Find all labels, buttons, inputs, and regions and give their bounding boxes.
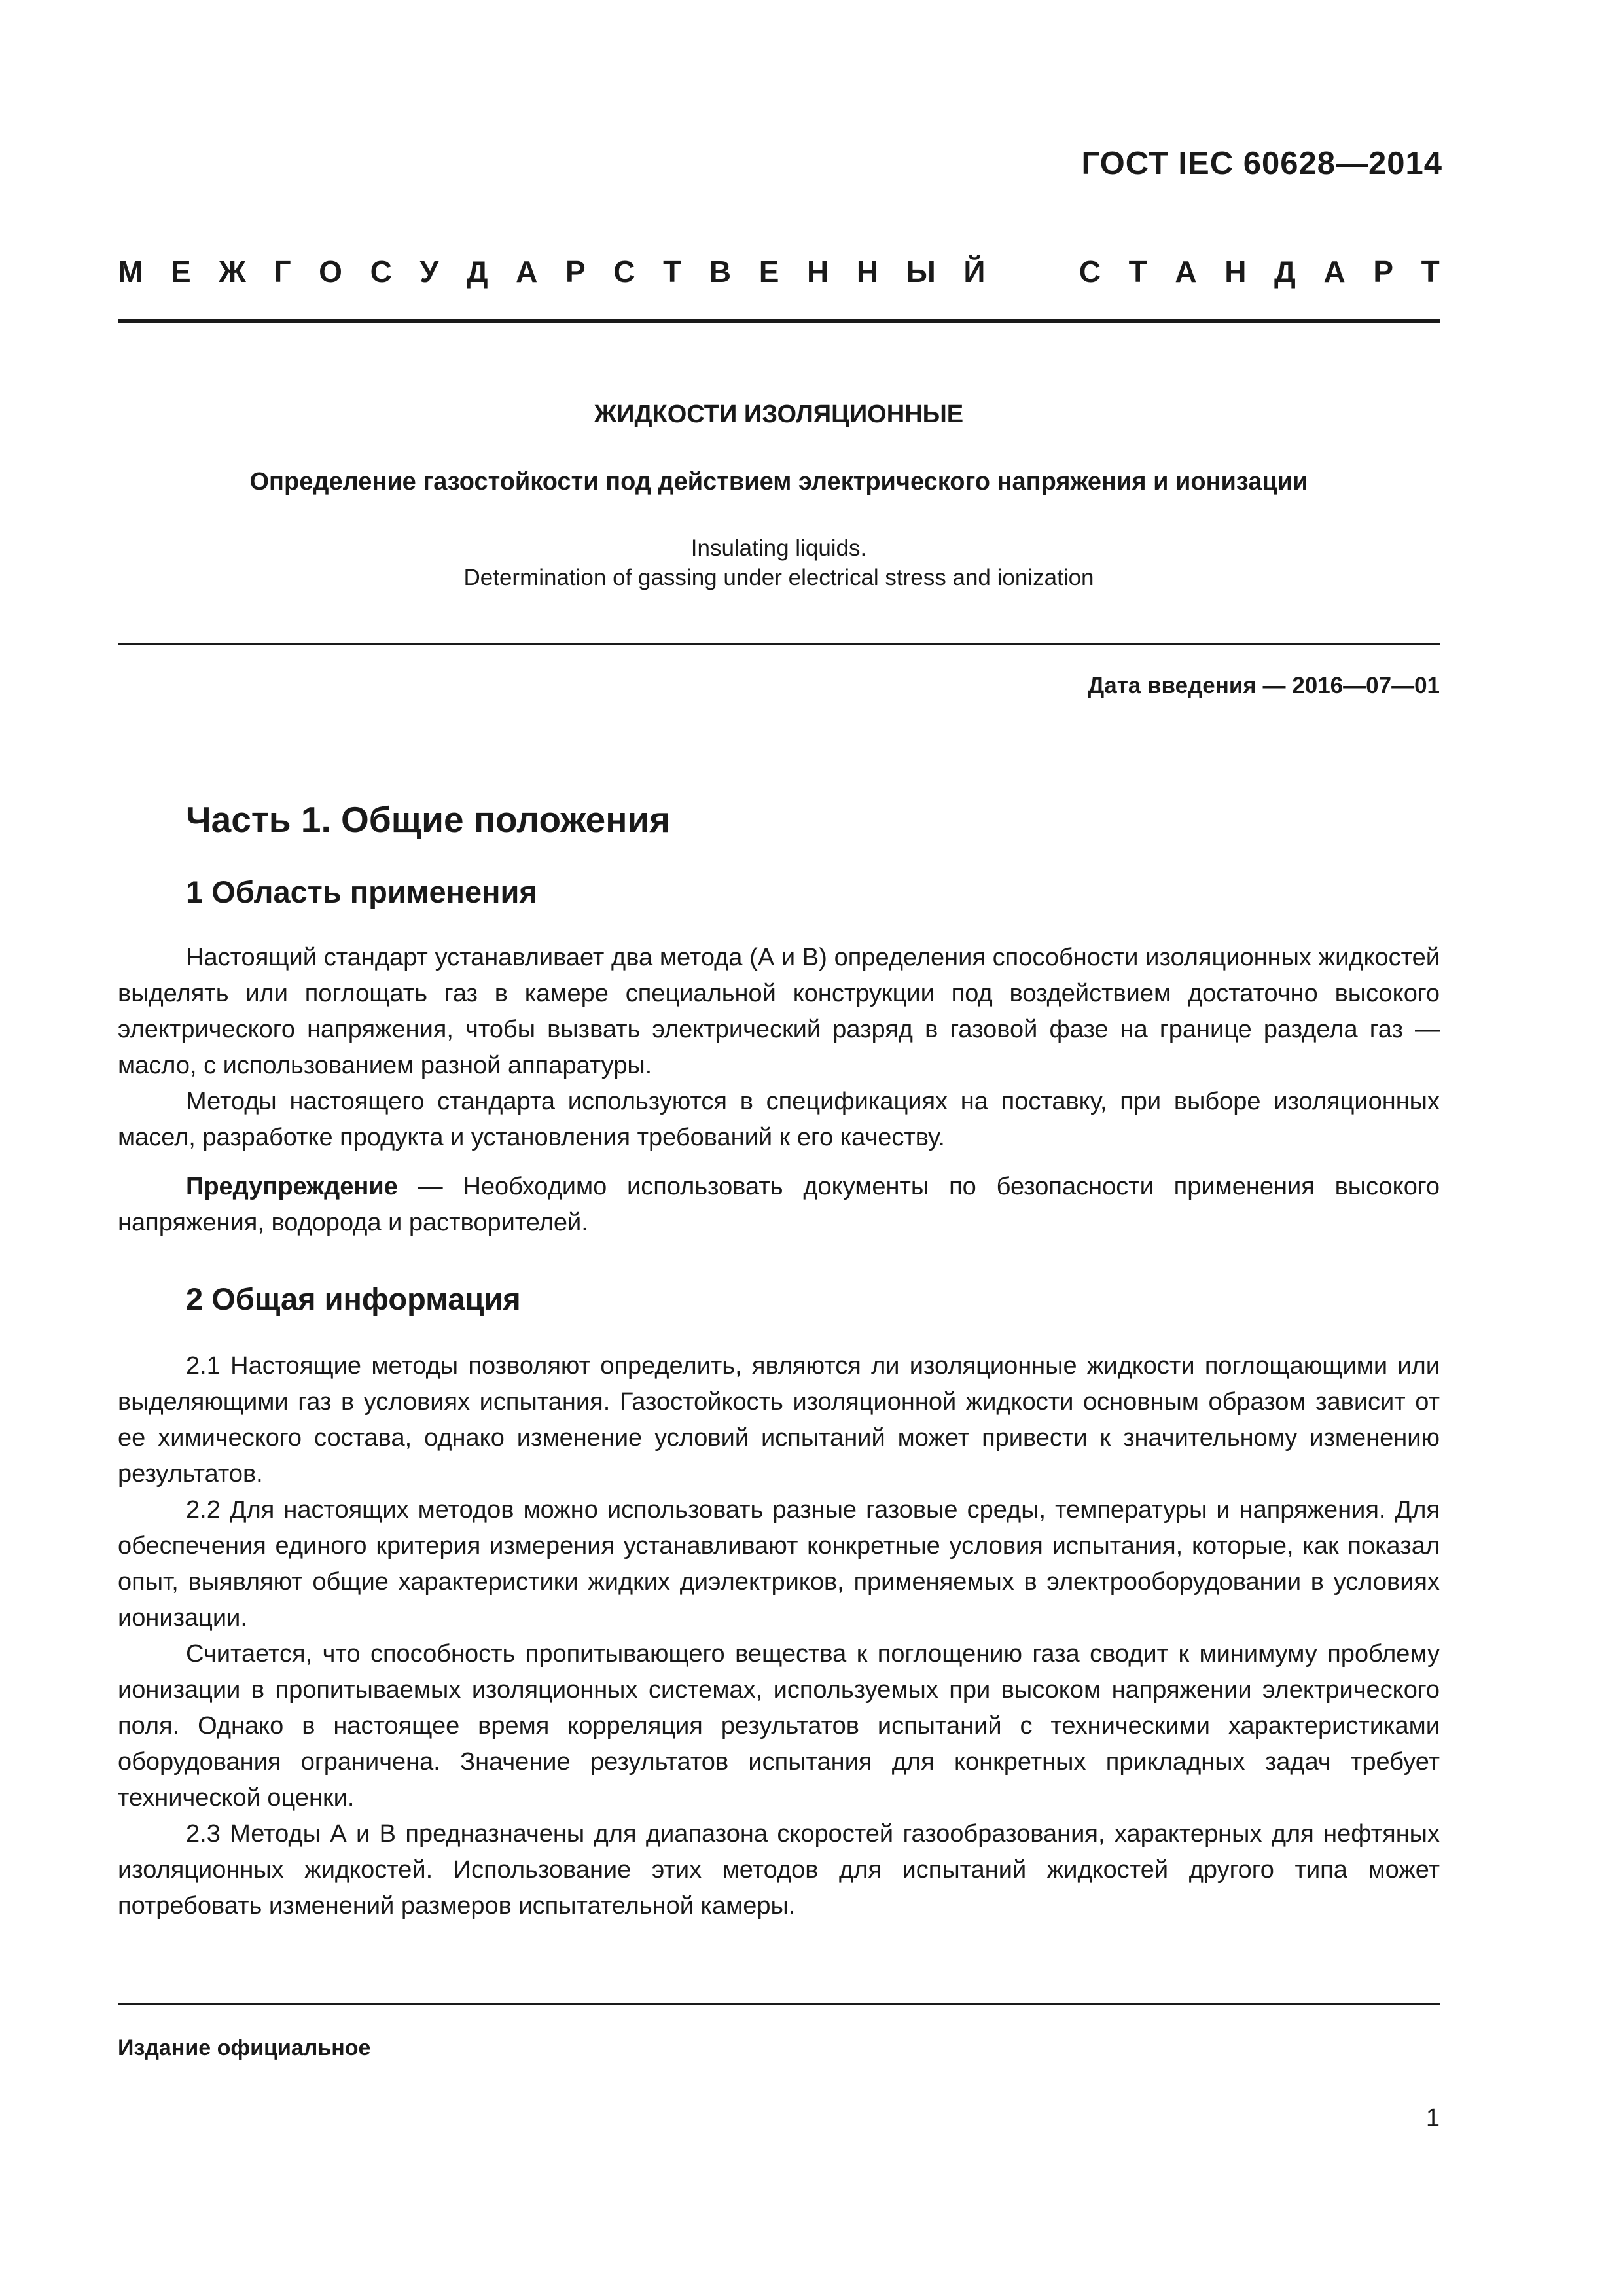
heading-letter: Т bbox=[663, 255, 682, 289]
section-1-body bbox=[118, 940, 1440, 1241]
paragraph: Считается, что способность пропитывающего вещества к поглощению газа сводит к минимуму проблему ионизации в пропитываемых изоляционных системах, используемых при высоком напряжении электрического поля. Однако в настоящее время корреляция результатов испытаний с техническими характеристиками оборудования ограничена. Значение результатов испытания для конкретных прикладных задач требует технической оценки. bbox=[118, 1640, 1440, 1812]
heading-letter: А bbox=[1323, 255, 1346, 289]
paragraph: 2.2 Для настоящих методов можно использовать разные газовые среды, температуры и напряжения. Для обеспечения единого критерия измерения устанавливают конкретные условия испытания, которые, как показал опыт, выявляют общие характеристики жидких диэлектриков, применяемых в электрооборудовании в условиях ионизации. bbox=[118, 1496, 1440, 1632]
heading-letter: У bbox=[419, 255, 439, 289]
heading-letter: Е bbox=[170, 255, 191, 289]
heading-letter: С bbox=[370, 255, 392, 289]
heading-letter: В bbox=[709, 255, 732, 289]
heading-letter: Т bbox=[1128, 255, 1147, 289]
heading-letter: Н bbox=[856, 255, 879, 289]
heading-letter: А bbox=[516, 255, 538, 289]
heading-letter: С bbox=[1079, 255, 1101, 289]
heading-letter: Р bbox=[565, 255, 586, 289]
heading-letter: Т bbox=[1421, 255, 1440, 289]
heading-letter: Й bbox=[963, 255, 986, 289]
warning-text: — Необходимо использовать документы по безопасности применения высокого напряжения, водорода и растворителей. bbox=[118, 1173, 1440, 1236]
paragraph: 2.3 Методы А и В предназначены для диапазона скоростей газообразования, характерных для нефтяных изоляционных жидкостей. Использование этих методов для испытаний жидкостей другого типа может потребовать изменений размеров испытательной камеры. bbox=[118, 1820, 1440, 1920]
heading-letter: О bbox=[319, 255, 342, 289]
header-divider bbox=[118, 319, 1440, 323]
document-code: ГОСТ IEC 60628—2014 bbox=[1081, 146, 1442, 181]
word-gap bbox=[1013, 254, 1051, 289]
paragraph: 2.1 Настоящие методы позволяют определить, являются ли изоляционные жидкости поглощающими или выделяющими газ в условиях испытания. Газостойкость изоляционной жидкости основным образом зависит от ее химического состава, однако изменение условий испытаний может привести к значительному изменению результатов. bbox=[118, 1352, 1440, 1488]
title-divider bbox=[118, 643, 1440, 645]
title-english-line1: Insulating liquids. bbox=[690, 535, 867, 561]
section-1-title: 1 Область применения bbox=[186, 874, 537, 909]
title-russian: ЖИДКОСТИ ИЗОЛЯЦИОННЫЕ bbox=[594, 401, 964, 428]
warning-lead: Предупреждение bbox=[186, 1173, 398, 1200]
page-number: 1 bbox=[1425, 2104, 1440, 2132]
section-2-title: 2 Общая информация bbox=[186, 1282, 521, 1316]
warning-paragraph bbox=[118, 1169, 1440, 1241]
heading-letter: Н bbox=[807, 255, 829, 289]
heading-letter: Р bbox=[1373, 255, 1393, 289]
heading-letter: С bbox=[613, 255, 635, 289]
official-edition-label: Издание официальное bbox=[118, 2036, 371, 2060]
paragraph: Методы настоящего стандарта используются в спецификациях на поставку, при выборе изоляционных масел, разработке продукта и установления требований к его качеству. bbox=[118, 1088, 1440, 1151]
heading-letter: А bbox=[1175, 255, 1197, 289]
paragraph: Настоящий стандарт устанавливает два метода (А и В) определения способности изоляционных жидкостей выделять или поглощать газ в камере специальной конструкции под воздействием достаточно высокого электрического напряжения, чтобы вызвать электрический разряд в газовой фазе на границе раздела газ — масло, с использованием разной аппаратуры. bbox=[118, 944, 1440, 1079]
introduction-date: Дата введения — 2016—07—01 bbox=[1088, 673, 1440, 698]
interstate-standard-heading bbox=[118, 254, 1440, 289]
title-english-line2: Determination of gassing under electrical stress and ionization bbox=[463, 565, 1094, 590]
footer-divider bbox=[118, 2003, 1440, 2005]
subtitle-russian: Определение газостойкости под действием электрического напряжения и ионизации bbox=[249, 468, 1308, 495]
heading-letter: Е bbox=[758, 255, 779, 289]
part-title: Часть 1. Общие положения bbox=[186, 799, 671, 840]
heading-letter: Д bbox=[466, 255, 488, 289]
section-2-body bbox=[118, 1348, 1440, 1924]
heading-letter: Н bbox=[1224, 255, 1247, 289]
heading-letter: Ы bbox=[906, 255, 936, 289]
heading-letter: Г bbox=[274, 255, 291, 289]
heading-letter: М bbox=[118, 255, 143, 289]
heading-letter: Ж bbox=[219, 255, 246, 289]
heading-letter: Д bbox=[1274, 255, 1296, 289]
